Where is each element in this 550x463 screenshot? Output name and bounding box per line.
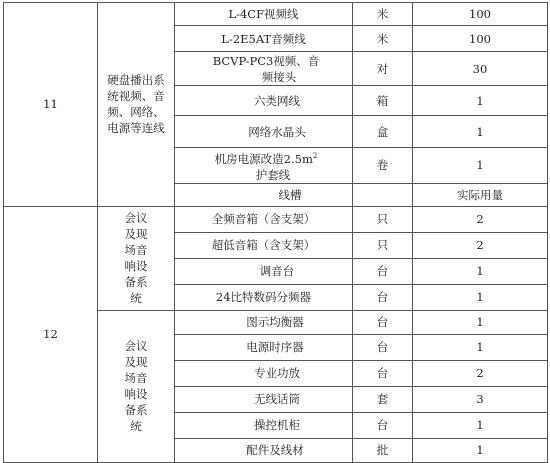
item-qty: 1: [413, 412, 548, 438]
item-qty: 2: [413, 206, 548, 232]
item-qty: 1: [413, 86, 548, 116]
item-unit: 台: [353, 412, 413, 438]
item-name: 机房电源改造$2.5m^2$ 护套线: [175, 148, 353, 184]
group-cell: 硬盘播出系 统视频、音 频、网络、 电源等连线: [98, 3, 175, 207]
item-unit: 套: [353, 386, 413, 412]
item-qty: 1: [413, 284, 548, 310]
item-qty: 1: [413, 116, 548, 148]
item-qty: 2: [413, 232, 548, 258]
item-name: 专业功放: [175, 360, 353, 386]
item-qty: 1: [413, 438, 548, 462]
item-name: 网络水晶头: [175, 116, 353, 148]
table-row: [4, 206, 548, 232]
item-qty: 实际用量: [413, 183, 548, 206]
item-qty: 1: [413, 148, 548, 184]
row-index: 12: [4, 206, 98, 462]
group-cell: 会议 及现 场音 响设 备系 统: [98, 310, 175, 462]
item-qty: 1: [413, 258, 548, 284]
item-name: 超低音箱（含支架）: [175, 232, 353, 258]
item-unit: 批: [353, 438, 413, 462]
item-name: BCVP-PC3视频、音 频接头: [175, 52, 353, 86]
item-name: 图示均衡器: [175, 310, 353, 334]
item-name: 电源时序器: [175, 334, 353, 360]
item-name: L-2E5AT音频线: [175, 26, 353, 52]
item-unit: [353, 183, 413, 206]
item-unit: 台: [353, 258, 413, 284]
item-name: 操控机柜: [175, 412, 353, 438]
item-qty: 100: [413, 3, 548, 26]
item-unit: 盒: [353, 116, 413, 148]
item-name: L-4CF视频线: [175, 3, 353, 26]
group-cell: 会议 及现 场音 响设 备系 统: [98, 206, 175, 310]
equipment-table: [3, 2, 548, 463]
item-unit: 台: [353, 310, 413, 334]
item-name: 24比特数码分频器: [175, 284, 353, 310]
item-name: 线槽: [175, 183, 353, 206]
item-name: 六类网线: [175, 86, 353, 116]
item-qty: 30: [413, 52, 548, 86]
item-unit: 台: [353, 284, 413, 310]
row-index: 11: [4, 3, 98, 207]
item-qty: 2: [413, 360, 548, 386]
item-name: 配件及线材: [175, 438, 353, 462]
item-name: 无线话筒: [175, 386, 353, 412]
item-qty: 100: [413, 26, 548, 52]
item-unit: 卷: [353, 148, 413, 184]
item-qty: 1: [413, 310, 548, 334]
item-unit: 台: [353, 334, 413, 360]
item-unit: 台: [353, 360, 413, 386]
item-name: 全频音箱（含支架）: [175, 206, 353, 232]
item-unit: 米: [353, 26, 413, 52]
item-unit: 米: [353, 3, 413, 26]
item-qty: 3: [413, 386, 548, 412]
item-unit: 箱: [353, 86, 413, 116]
item-unit: 只: [353, 232, 413, 258]
item-name: 调音台: [175, 258, 353, 284]
item-unit: 只: [353, 206, 413, 232]
table-row: [4, 3, 548, 26]
item-unit: 对: [353, 52, 413, 86]
item-qty: 1: [413, 334, 548, 360]
